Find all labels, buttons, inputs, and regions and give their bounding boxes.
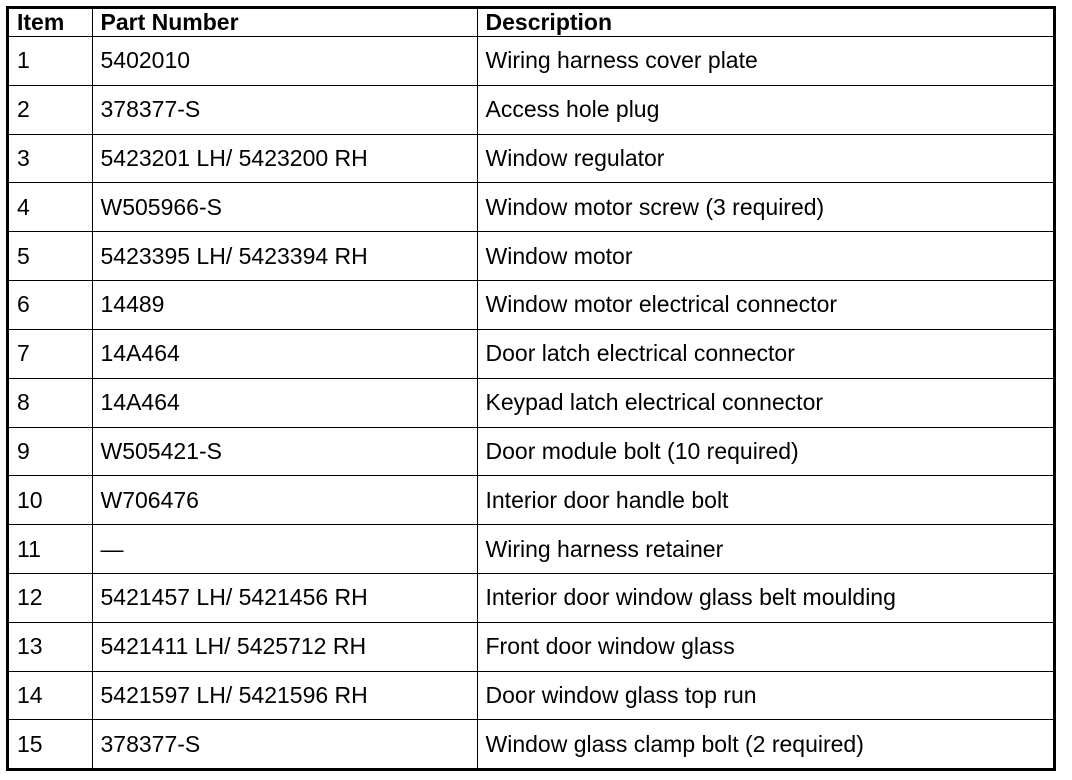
table-row <box>9 378 1053 427</box>
cell-item: 12 <box>9 573 92 622</box>
cell-part-number: 5423201 LH/ 5423200 RH <box>92 134 477 183</box>
cell-part-number: 5421597 LH/ 5421596 RH <box>92 671 477 720</box>
cell-part-number: W706476 <box>92 476 477 525</box>
cell-description: Window motor electrical connector <box>477 281 1053 330</box>
cell-part-number: 5421411 LH/ 5425712 RH <box>92 622 477 671</box>
cell-part-number: 5421457 LH/ 5421456 RH <box>92 573 477 622</box>
cell-description: Window motor <box>477 232 1053 281</box>
cell-item: 2 <box>9 85 92 134</box>
cell-item: 7 <box>9 329 92 378</box>
cell-item: 4 <box>9 183 92 232</box>
cell-description: Door module bolt (10 required) <box>477 427 1053 476</box>
table-row <box>9 476 1053 525</box>
cell-item: 8 <box>9 378 92 427</box>
parts-table-frame <box>6 6 1056 771</box>
cell-description: Window regulator <box>477 134 1053 183</box>
table-row <box>9 329 1053 378</box>
cell-item: 6 <box>9 281 92 330</box>
cell-description: Interior door window glass belt moulding <box>477 573 1053 622</box>
cell-item: 1 <box>9 37 92 86</box>
cell-item: 9 <box>9 427 92 476</box>
cell-part-number: W505966-S <box>92 183 477 232</box>
cell-part-number: 14A464 <box>92 378 477 427</box>
table-row <box>9 427 1053 476</box>
cell-part-number: 378377-S <box>92 720 477 768</box>
table-row <box>9 573 1053 622</box>
table-row <box>9 671 1053 720</box>
table-row <box>9 183 1053 232</box>
table-row <box>9 281 1053 330</box>
table-row <box>9 525 1053 574</box>
header-description: Description <box>477 9 1053 37</box>
cell-description: Door window glass top run <box>477 671 1053 720</box>
table-row <box>9 85 1053 134</box>
cell-part-number: — <box>92 525 477 574</box>
cell-description: Wiring harness retainer <box>477 525 1053 574</box>
cell-description: Window motor screw (3 required) <box>477 183 1053 232</box>
cell-item: 14 <box>9 671 92 720</box>
cell-description: Interior door handle bolt <box>477 476 1053 525</box>
cell-description: Front door window glass <box>477 622 1053 671</box>
cell-description: Window glass clamp bolt (2 required) <box>477 720 1053 768</box>
header-part-number: Part Number <box>92 9 477 37</box>
cell-part-number: 5402010 <box>92 37 477 86</box>
cell-part-number: W505421-S <box>92 427 477 476</box>
table-row <box>9 134 1053 183</box>
table-body <box>9 37 1053 769</box>
cell-part-number: 378377-S <box>92 85 477 134</box>
cell-description: Keypad latch electrical connector <box>477 378 1053 427</box>
cell-description: Wiring harness cover plate <box>477 37 1053 86</box>
cell-item: 3 <box>9 134 92 183</box>
parts-table <box>9 9 1053 768</box>
header-item: Item <box>9 9 92 37</box>
table-header-row <box>9 9 1053 37</box>
table-row <box>9 720 1053 768</box>
cell-item: 10 <box>9 476 92 525</box>
cell-part-number: 14A464 <box>92 329 477 378</box>
table-row <box>9 232 1053 281</box>
table-row <box>9 37 1053 86</box>
cell-part-number: 14489 <box>92 281 477 330</box>
cell-item: 5 <box>9 232 92 281</box>
cell-item: 13 <box>9 622 92 671</box>
cell-part-number: 5423395 LH/ 5423394 RH <box>92 232 477 281</box>
table-row <box>9 622 1053 671</box>
cell-item: 15 <box>9 720 92 768</box>
cell-description: Access hole plug <box>477 85 1053 134</box>
cell-description: Door latch electrical connector <box>477 329 1053 378</box>
cell-item: 11 <box>9 525 92 574</box>
